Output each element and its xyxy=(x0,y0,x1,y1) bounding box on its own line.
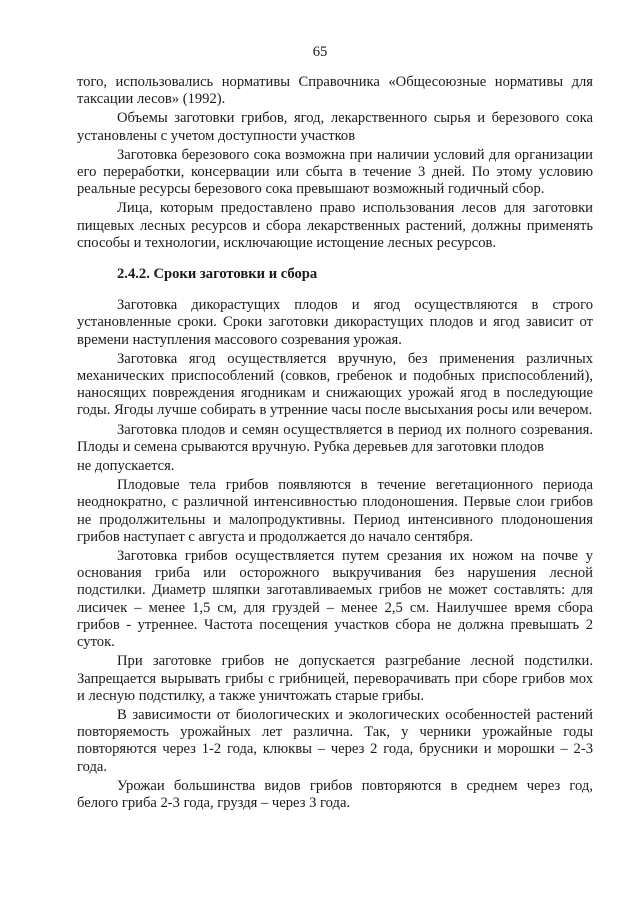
paragraph: Заготовка ягод осуществляется вручную, без применения различных механических приспособлений (совков, гребенок и подобных приспособлений), наносящих повреждения ягодникам и снижающих урожай ягод в последующие годы. Ягоды лучше собирать в утренние часы после высыхания росы или вечером. xyxy=(77,350,593,419)
document-body xyxy=(77,74,593,814)
paragraph: Объемы заготовки грибов, ягод, лекарственного сырья и березового сока установлены с учетом доступности участков xyxy=(77,110,593,144)
paragraph: не допускается. xyxy=(77,458,175,475)
paragraph: того, использовались нормативы Справочника «Общесоюзные нормативы для таксации лесов» (1992). xyxy=(77,74,593,108)
paragraph: Плодовые тела грибов появляются в течение вегетационного периода неоднократно, с различной интенсивностью плодоношения. Первые слои грибов не продолжительны и малопродуктивны. Период интенсивного плодоношения грибов наступает с августа и продолжается до начало сентября. xyxy=(77,477,593,545)
page-number: 65 xyxy=(312,44,328,60)
paragraph: Урожаи большинства видов грибов повторяются в среднем через год, белого гриба 2-3 года, груздя – через 3 года. xyxy=(77,777,593,811)
paragraph: В зависимости от биологических и экологических особенностей растений повторяемость урожайных лет различна. Так, у черники урожайные годы повторяются через 1-2 года, клюквы – через 2 года, брусники и морошки – 2-3 года. xyxy=(77,706,593,775)
paragraph: Заготовка березового сока возможна при наличии условий для организации его переработки, консервации или сбыта в течение 3 дней. По этому условию реальные ресурсы березового сока превышают возможный годичный сбор. xyxy=(77,146,593,198)
section-body xyxy=(77,297,593,812)
intro-section xyxy=(77,74,593,252)
paragraph: Заготовка дикорастущих плодов и ягод осуществляются в строго установленные сроки. Сроки заготовки дикорастущих плодов и ягод зависит от времени наступления массового созревания урожая. xyxy=(77,297,593,348)
paragraph: Заготовка плодов и семян осуществляется в период их полного созревания. Плоды и семена срываются вручную. Рубка деревьев для заготовки плодов xyxy=(77,421,593,455)
paragraph: Лица, которым предоставлено право использования лесов для заготовки пищевых лесных ресурсов и сбора лекарственных растений, должны применять способы и технологии, исключающие истощение лесных ресурсов. xyxy=(77,200,593,251)
paragraph: Заготовка грибов осуществляется путем срезания их ножом на почве у основания гриба или осторожного выкручивания без нарушения лесной подстилки. Диаметр шляпки заготавливаемых грибов не может составлять: для лисичек – менее 1,5 см, для груздей – менее 2,5 см. Наилучшее время сбора грибов - утреннее. Частота посещения участков сбора не должна превышать 2 суток. xyxy=(77,548,593,651)
section-heading: 2.4.2. Сроки заготовки и сбора xyxy=(117,266,318,283)
paragraph: При заготовке грибов не допускается разгребание лесной подстилки. Запрещается вырывать грибы с грибницей, переворачивать при сборе грибов мох и лесную подстилку, а также уничтожать старые грибы. xyxy=(77,653,593,704)
